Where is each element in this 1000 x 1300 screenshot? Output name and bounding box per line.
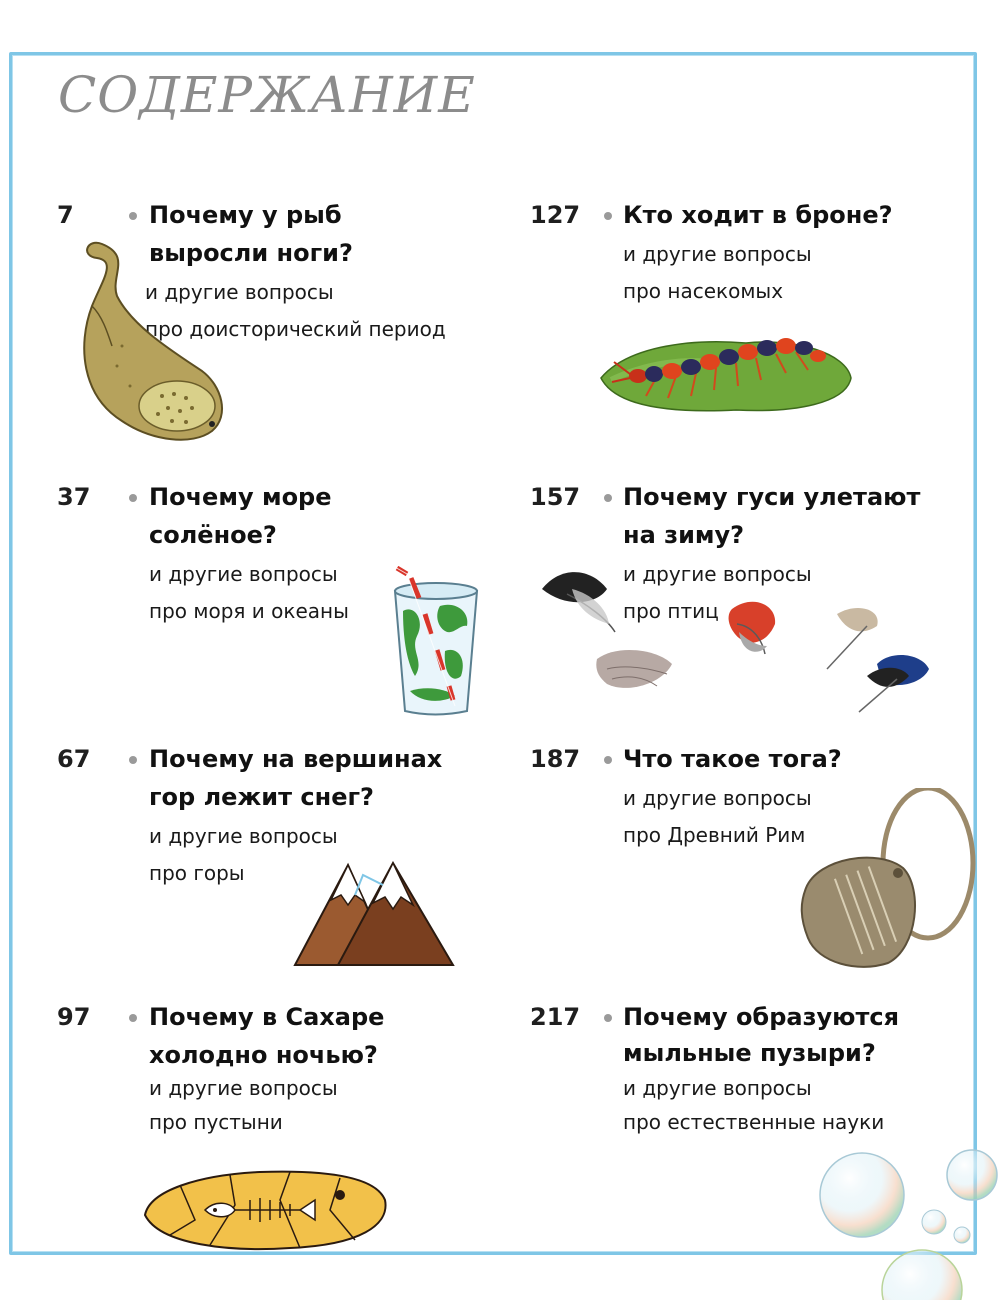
subtitle-line-1: и другие вопросы xyxy=(623,562,812,586)
question-line-2: холодно ночью? xyxy=(149,1041,378,1069)
subtitle-line-2: про горы xyxy=(149,861,245,885)
page-number: 7 xyxy=(57,201,74,229)
subtitle-line-2: про доисторический период xyxy=(145,317,446,341)
page-number: 37 xyxy=(57,483,91,511)
page-title: СОДЕРЖАНИЕ xyxy=(58,66,476,124)
question-line-1: Почему на вершинах xyxy=(149,745,443,773)
feathers-illustration xyxy=(537,564,937,724)
glass-globe-illustration xyxy=(385,566,490,721)
page-number: 157 xyxy=(530,483,581,511)
bullet-icon xyxy=(129,212,137,220)
subtitle-line-2: про насекомых xyxy=(623,279,784,303)
question-line-2: выросли ноги? xyxy=(149,239,353,267)
bullet-icon xyxy=(604,1014,612,1022)
subtitle-line-1: и другие вопросы xyxy=(623,1076,812,1100)
page-number: 187 xyxy=(530,745,581,773)
question-line-1: Почему у рыб xyxy=(149,201,342,229)
fish-illustration xyxy=(62,236,227,451)
bullet-icon xyxy=(129,494,137,502)
subtitle-line-2: про Древний Рим xyxy=(623,823,806,847)
subtitle-line-1: и другие вопросы xyxy=(623,242,812,266)
page-number: 67 xyxy=(57,745,91,773)
bullet-icon xyxy=(129,1014,137,1022)
soap-bubbles-illustration xyxy=(812,1140,1000,1300)
bullet-icon xyxy=(604,494,612,502)
subtitle-line-2: про пустыни xyxy=(149,1110,283,1134)
question-line-1: Почему гуси улетают xyxy=(623,483,921,511)
question-line-2: на зиму? xyxy=(623,521,745,549)
subtitle-line-2: про моря и океаны xyxy=(149,599,349,623)
question-line-1: Почему образуются xyxy=(623,1003,900,1031)
roman-tag-illustration xyxy=(798,788,976,973)
question-line-1: Почему в Сахаре xyxy=(149,1003,385,1031)
bullet-icon xyxy=(604,212,612,220)
page-number: 127 xyxy=(530,201,581,229)
subtitle-line-2: про естественные науки xyxy=(623,1110,885,1134)
mountains-illustration xyxy=(293,855,458,970)
subtitle-line-1: и другие вопросы xyxy=(623,786,812,810)
subtitle-line-2: про птиц xyxy=(623,599,719,623)
page-number: 97 xyxy=(57,1003,91,1031)
question-line-2: солёное? xyxy=(149,521,277,549)
subtitle-line-1: и другие вопросы xyxy=(149,824,338,848)
question-line-1: Почему море xyxy=(149,483,332,511)
question-line-2: гор лежит снег? xyxy=(149,783,374,811)
subtitle-line-1: и другие вопросы xyxy=(149,562,338,586)
subtitle-line-1: и другие вопросы xyxy=(145,280,334,304)
question-line-1: Что такое тога? xyxy=(623,745,842,773)
question-line-2: мыльные пузыри? xyxy=(623,1039,876,1067)
fossil-fish-illustration xyxy=(140,1160,390,1255)
subtitle-line-1: и другие вопросы xyxy=(149,1076,338,1100)
bullet-icon xyxy=(604,756,612,764)
centipede-illustration xyxy=(596,318,856,418)
bullet-icon xyxy=(129,756,137,764)
page-number: 217 xyxy=(530,1003,581,1031)
question-line-1: Кто ходит в броне? xyxy=(623,201,893,229)
